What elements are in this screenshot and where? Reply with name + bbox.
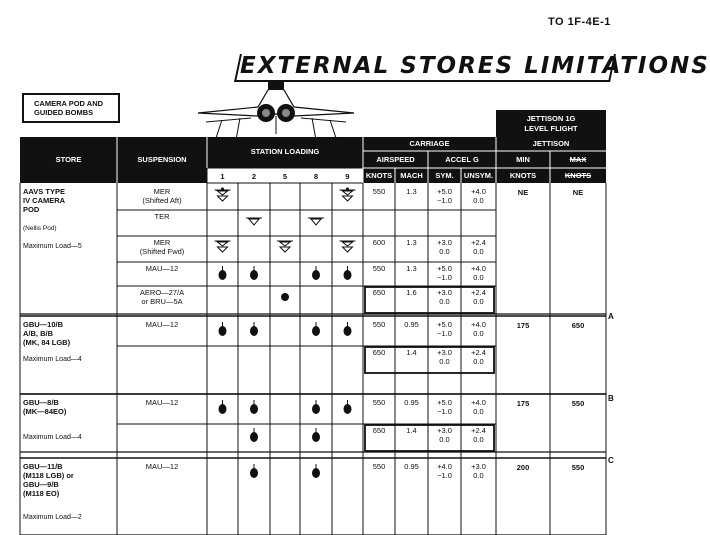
suspension-label: (Shifted Aft) <box>142 196 182 205</box>
station-number: 9 <box>345 172 350 181</box>
accel-unsym: +2.4 <box>471 288 486 297</box>
mach-header: MACH <box>400 171 423 180</box>
store-name: (M118 EO) <box>23 489 60 498</box>
min-header: MIN <box>516 155 530 164</box>
knots-header: KNOTS <box>365 171 393 180</box>
carriage-header: CARRIAGE <box>409 139 450 148</box>
store-name: A/B, B/B <box>23 329 53 338</box>
store-name: AAVS TYPE <box>23 187 65 196</box>
airspeed-knots: 650 <box>372 426 386 435</box>
section-label-line-2: GUIDED BOMBS <box>34 108 94 117</box>
accel-sym: −1.0 <box>437 471 452 480</box>
store-name: (M118 LGB) or <box>23 471 74 480</box>
accel-header: ACCEL G <box>445 155 479 164</box>
accel-sym: +5.0 <box>437 264 452 273</box>
station-loading-header: STATION LOADING <box>250 147 320 156</box>
suspension-label: MER <box>153 238 171 247</box>
suspension-label: MAU—12 <box>145 398 179 407</box>
suspension-label: (Shifted Fwd) <box>139 247 185 256</box>
airspeed-mach: 1.6 <box>406 288 417 297</box>
store-name: (MK, 84 LGB) <box>23 338 71 347</box>
airspeed-knots: 650 <box>372 288 386 297</box>
jettison-min: NE <box>517 188 529 197</box>
jettison-min: 200 <box>516 463 530 472</box>
jettison-max: 550 <box>571 463 585 472</box>
jettison-knots-header-2: KNOTS <box>564 171 592 180</box>
accel-sym: 0.0 <box>439 357 450 366</box>
accel-sym: +4.0 <box>437 462 452 471</box>
airspeed-mach: 1.3 <box>406 187 417 196</box>
store-name: IV CAMERA <box>23 196 66 205</box>
accel-sym: +3.0 <box>437 238 452 247</box>
max-load: Maximum Load—2 <box>23 514 82 521</box>
station-number: 8 <box>313 172 319 181</box>
accel-sym: +5.0 <box>437 320 452 329</box>
jettison-min: 175 <box>516 321 530 330</box>
accel-unsym: +4.0 <box>471 264 486 273</box>
document-code: TO 1F-4E-1 <box>548 16 611 28</box>
accel-sym: −1.0 <box>437 273 452 282</box>
suspension-label: MAU—12 <box>145 264 179 273</box>
sym-header: SYM. <box>435 171 454 180</box>
accel-sym: +3.0 <box>437 348 452 357</box>
accel-sym: −1.0 <box>437 407 452 416</box>
airspeed-knots: 550 <box>372 320 386 329</box>
accel-unsym: 0.0 <box>473 435 484 444</box>
airspeed-mach: 0.95 <box>404 398 419 407</box>
suspension-label: AERO—27/A <box>139 288 185 297</box>
station-number: 2 <box>251 172 257 181</box>
accel-unsym: +2.4 <box>471 426 486 435</box>
jettison-header: JETTISON <box>532 139 570 148</box>
max-header: MAX <box>569 155 587 164</box>
accel-sym: +5.0 <box>437 398 452 407</box>
suspension-label: or BRU—5A <box>141 297 183 306</box>
suspension-header: SUSPENSION <box>137 155 187 164</box>
accel-sym: 0.0 <box>439 247 450 256</box>
airspeed-mach: 0.95 <box>404 462 419 471</box>
accel-unsym: 0.0 <box>473 273 484 282</box>
suspension-label: MAU—12 <box>145 462 179 471</box>
accel-sym: −1.0 <box>437 196 452 205</box>
airspeed-knots: 550 <box>372 187 386 196</box>
section-label-line-1: CAMERA POD AND <box>34 99 104 108</box>
accel-unsym: 0.0 <box>473 196 484 205</box>
store-name: POD <box>23 205 40 214</box>
accel-unsym: 0.0 <box>473 329 484 338</box>
accel-unsym: 0.0 <box>473 297 484 306</box>
accel-unsym: +4.0 <box>471 320 486 329</box>
jettison-min: 175 <box>516 399 530 408</box>
airspeed-knots: 550 <box>372 398 386 407</box>
airspeed-mach: 1.3 <box>406 264 417 273</box>
jettison-level-header-1: JETTISON 1G <box>526 114 576 123</box>
jettison-level-header-2: LEVEL FLIGHT <box>524 124 578 133</box>
accel-unsym: 0.0 <box>473 357 484 366</box>
suspension-label: TER <box>154 212 170 221</box>
suspension-label: MAU—12 <box>145 320 179 329</box>
accel-sym: −1.0 <box>437 329 452 338</box>
accel-unsym: +2.4 <box>471 238 486 247</box>
airspeed-knots: 550 <box>372 264 386 273</box>
unsym-header: UNSYM. <box>463 171 494 180</box>
store-note: (Nellis Pod) <box>23 225 57 232</box>
accel-unsym: +3.0 <box>471 462 486 471</box>
max-load: Maximum Load—4 <box>23 356 82 363</box>
airspeed-knots: 600 <box>372 238 386 247</box>
airspeed-header: AIRSPEED <box>376 155 415 164</box>
jettison-max: NE <box>572 188 584 197</box>
accel-sym: +5.0 <box>437 187 452 196</box>
revision-mark: B <box>608 394 614 403</box>
store-name: GBU—11/B <box>23 462 63 471</box>
accel-unsym: 0.0 <box>473 247 484 256</box>
airspeed-mach: 0.95 <box>404 320 419 329</box>
jettison-max: 650 <box>571 321 585 330</box>
accel-sym: 0.0 <box>439 297 450 306</box>
store-header: STORE <box>55 155 82 164</box>
revision-mark: C <box>608 456 614 465</box>
accel-unsym: 0.0 <box>473 471 484 480</box>
jettison-knots-header: KNOTS <box>509 171 537 180</box>
airspeed-mach: 1.4 <box>406 348 417 357</box>
accel-sym: 0.0 <box>439 435 450 444</box>
accel-unsym: +4.0 <box>471 398 486 407</box>
accel-unsym: 0.0 <box>473 407 484 416</box>
jettison-max: 550 <box>571 399 585 408</box>
store-name: (MK—84EO) <box>23 407 67 416</box>
page-title: EXTERNAL STORES LIMITATIONS <box>240 53 710 79</box>
store-name: GBU—8/B <box>23 398 59 407</box>
airspeed-mach: 1.4 <box>406 426 417 435</box>
store-name: GBU—9/B <box>23 480 59 489</box>
revision-mark: A <box>608 312 614 321</box>
accel-unsym: +2.4 <box>471 348 486 357</box>
suspension-label: MER <box>153 187 171 196</box>
airspeed-mach: 1.3 <box>406 238 417 247</box>
max-load: Maximum Load—4 <box>23 434 82 441</box>
accel-unsym: +4.0 <box>471 187 486 196</box>
accel-sym: +3.0 <box>437 426 452 435</box>
airspeed-knots: 550 <box>372 462 386 471</box>
max-load: Maximum Load—5 <box>23 243 82 250</box>
station-number: 1 <box>220 172 225 181</box>
store-name: GBU—10/B <box>23 320 64 329</box>
airspeed-knots: 650 <box>372 348 386 357</box>
accel-sym: +3.0 <box>437 288 452 297</box>
station-number: 5 <box>282 172 288 181</box>
